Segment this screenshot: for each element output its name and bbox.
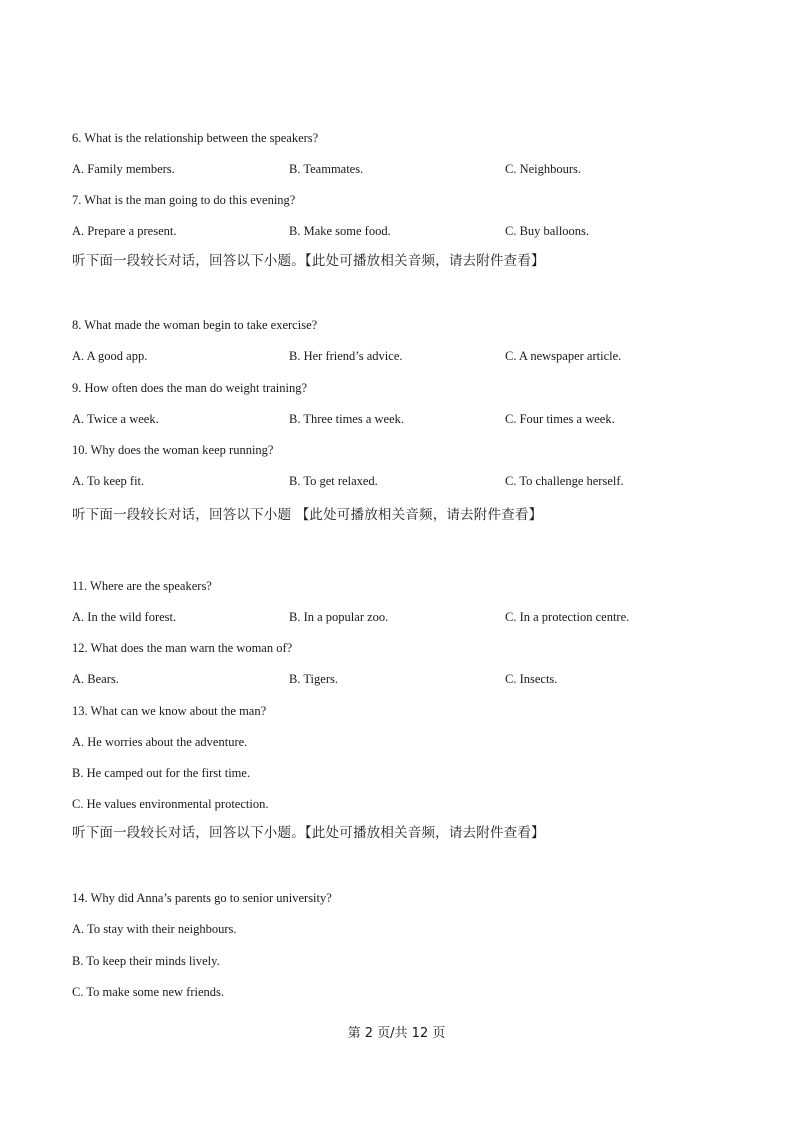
question-7-stem: 7. What is the man going to do this evening? xyxy=(72,193,296,207)
question-9-option-b: B. Three times a week. xyxy=(289,412,405,426)
question-9-stem: 9. How often does the man do weight training? xyxy=(72,381,308,395)
question-6-option-a: A. Family members. xyxy=(72,162,175,176)
question-13-option-a: A. He worries about the adventure. xyxy=(72,735,248,749)
question-11-option-c: C. In a protection centre. xyxy=(505,610,630,624)
question-8-option-b: B. Her friend’s advice. xyxy=(289,349,403,363)
question-6-option-c: C. Neighbours. xyxy=(505,162,582,176)
question-12-option-c: C. Insects. xyxy=(505,672,558,686)
question-11-stem: 11. Where are the speakers? xyxy=(72,579,212,593)
question-10-option-c: C. To challenge herself. xyxy=(505,474,624,488)
question-13-option-c: C. He values environmental protection. xyxy=(72,797,269,811)
question-13-stem: 13. What can we know about the man? xyxy=(72,704,267,718)
question-7-option-a: A. Prepare a present. xyxy=(72,224,177,238)
question-13-option-b: B. He camped out for the first time. xyxy=(72,766,251,780)
question-14-option-a: A. To stay with their neighbours. xyxy=(72,922,237,936)
page-number: 第 2 页/共 12 页 xyxy=(347,1026,446,1041)
question-10-stem: 10. Why does the woman keep running? xyxy=(72,443,274,457)
question-10-option-a: A. To keep fit. xyxy=(72,474,145,488)
question-12-stem: 12. What does the man warn the woman of? xyxy=(72,641,293,655)
question-12-option-b: B. Tigers. xyxy=(289,672,338,686)
question-6-stem: 6. What is the relationship between the speakers? xyxy=(72,131,319,145)
question-8-stem: 8. What made the woman begin to take exercise? xyxy=(72,318,318,332)
question-11-option-b: B. In a popular zoo. xyxy=(289,610,389,624)
question-12-option-a: A. Bears. xyxy=(72,672,119,686)
question-9-option-c: C. Four times a week. xyxy=(505,412,615,426)
listening-instruction: 听下面一段较长对话，回答以下小题 【此处可播放相关音频，请去附件查看】 xyxy=(72,507,543,523)
question-8-option-c: C. A newspaper article. xyxy=(505,349,622,363)
question-14-stem: 14. Why did Anna’s parents go to senior university? xyxy=(72,891,332,905)
question-7-option-c: C. Buy balloons. xyxy=(505,224,590,238)
question-6-option-b: B. Teammates. xyxy=(289,162,364,176)
listening-instruction: 听下面一段较长对话，回答以下小题。【此处可播放相关音频，请去附件查看】 xyxy=(72,253,545,269)
question-11-option-a: A. In the wild forest. xyxy=(72,610,177,624)
question-10-option-b: B. To get relaxed. xyxy=(289,474,378,488)
question-14-option-c: C. To make some new friends. xyxy=(72,985,224,999)
question-8-option-a: A. A good app. xyxy=(72,349,148,363)
question-9-option-a: A. Twice a week. xyxy=(72,412,159,426)
listening-instruction: 听下面一段较长对话，回答以下小题。【此处可播放相关音频，请去附件查看】 xyxy=(72,825,545,841)
question-14-option-b: B. To keep their minds lively. xyxy=(72,954,220,968)
question-7-option-b: B. Make some food. xyxy=(289,224,391,238)
